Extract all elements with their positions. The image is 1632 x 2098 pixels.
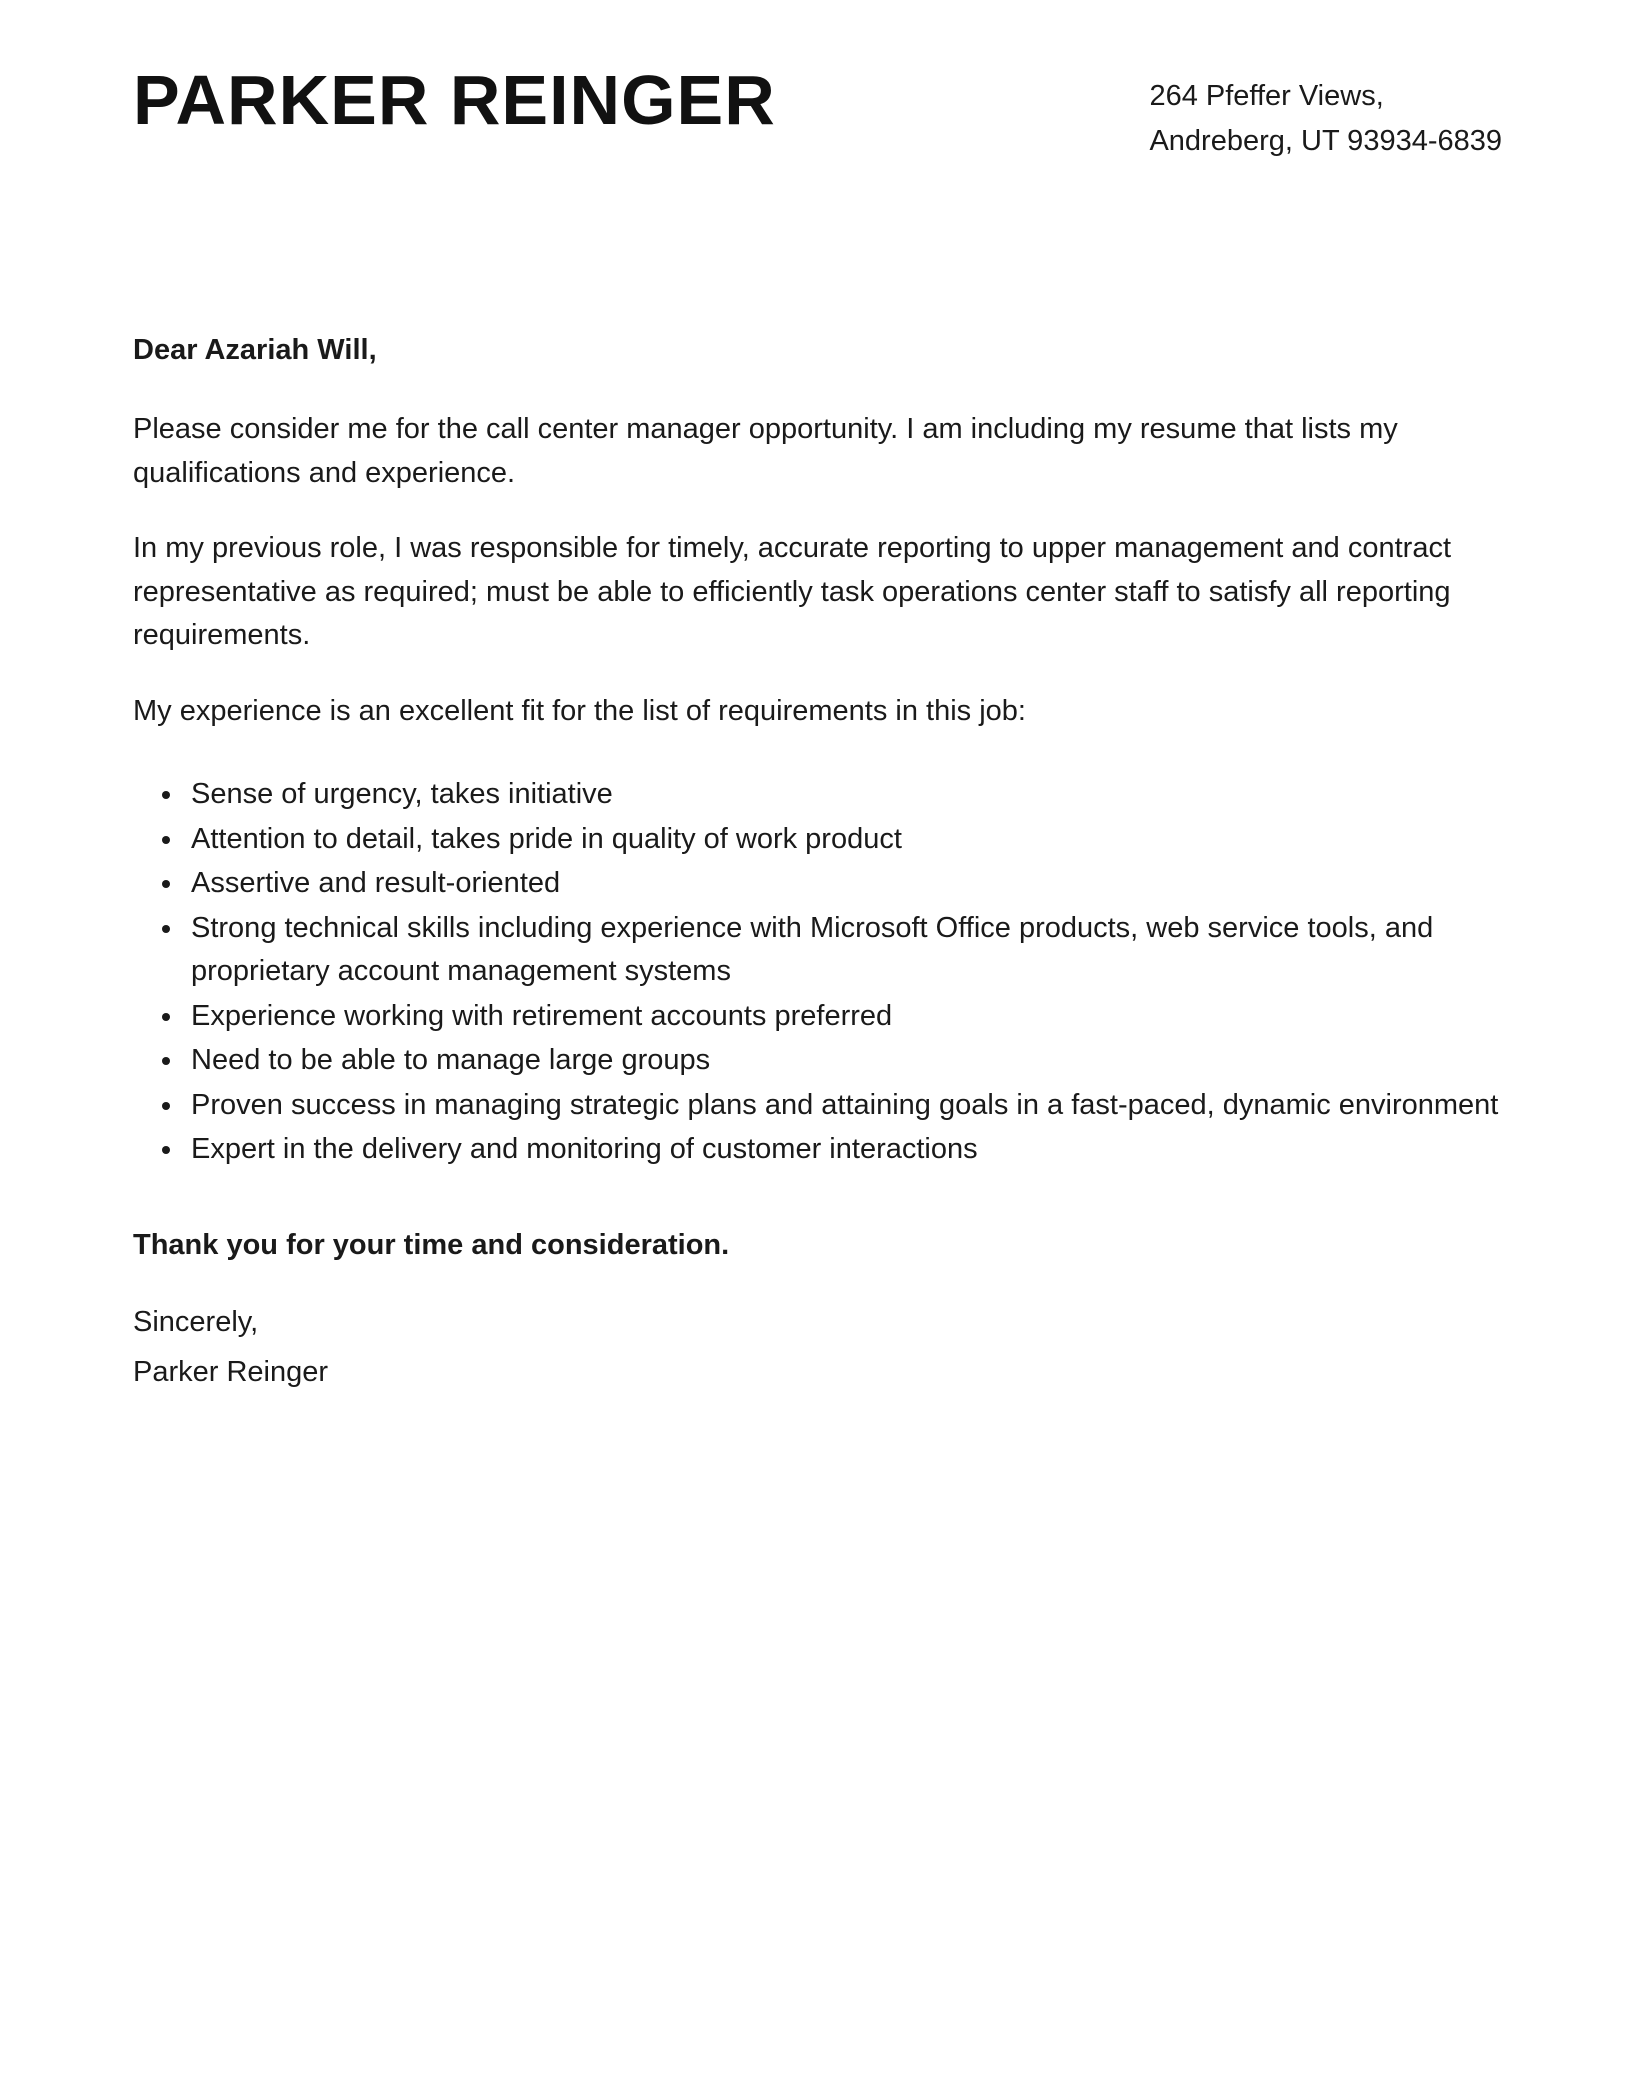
salutation: Dear Azariah Will, [133, 333, 377, 366]
signoff: Sincerely, [133, 1306, 259, 1339]
list-item: • Need to be able to manage large groups [185, 1039, 1502, 1083]
address-line-1: 264 Pfeffer Views, [1149, 80, 1384, 112]
list-item: • Experience working with retirement accounts preferred [185, 995, 1502, 1039]
closing-thanks: Thank you for your time and consideration. [133, 1228, 730, 1261]
paragraph-experience-fit: My experience is an excellent fit for the list of requirements in this job: [133, 694, 1026, 727]
list-item: • Strong technical skills including experience with Microsoft Office products, web service tools, and proprietary account management systems [185, 907, 1502, 994]
letter-body [133, 329, 1502, 1395]
list-item: • Expert in the delivery and monitoring of customer interactions [185, 1128, 1502, 1172]
requirements-list [133, 773, 1502, 1172]
list-item: • Assertive and result-oriented [185, 862, 1502, 906]
list-item: • Attention to detail, takes pride in quality of work product [185, 818, 1502, 862]
list-item: • Proven success in managing strategic plans and attaining goals in a fast-paced, dynamic environment [185, 1084, 1502, 1128]
sender-address [1149, 62, 1502, 164]
signature-name: Parker Reinger [133, 1355, 329, 1388]
paragraph-intro: Please consider me for the call center manager opportunity. I am including my resume that lists my qualifications and experience. [133, 413, 1398, 489]
address-line-2: Andreberg, UT 93934-6839 [1149, 124, 1502, 157]
list-item: • Sense of urgency, takes initiative [185, 773, 1502, 817]
sender-name: PARKER REINGER [133, 61, 776, 139]
letter-header [133, 62, 1502, 164]
paragraph-previous-role: In my previous role, I was responsible for timely, accurate reporting to upper management and contract representative as required; must be able to efficiently task operations center staff to satisfy all reporting requirements. [133, 532, 1451, 652]
